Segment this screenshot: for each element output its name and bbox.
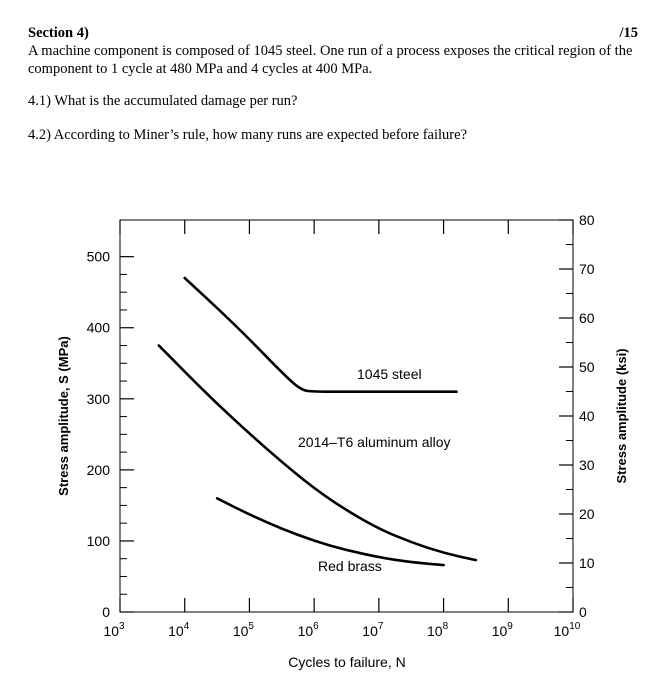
x-axis-ticks (103, 220, 580, 639)
y2-axis-ticks (559, 212, 595, 620)
y2-axis-label: Stress amplitude (ksi) (614, 348, 629, 484)
y-tick-label: 400 (86, 319, 110, 336)
y2-tick-label: 20 (579, 506, 595, 522)
x-tick-label: $10^9$ (491, 621, 513, 639)
problem-statement: A machine component is composed of 1045 steel. One run of a process exposes the critical region of the component to 1 cycle at 480 MPa and 4 cycles at 400 MPa. (28, 43, 633, 77)
y-tick-label: 500 (86, 248, 110, 265)
y2-tick-label: 0 (579, 604, 587, 620)
question-4-2: 4.2) According to Miner’s rule, how many runs are expected before failure? (28, 127, 468, 143)
y2-tick-label: 60 (579, 310, 595, 326)
section-header (28, 24, 638, 42)
series-group (159, 278, 476, 565)
x-tick-label: $10^3$ (103, 621, 125, 639)
question-4-1: 4.1) What is the accumulated damage per run? (28, 93, 298, 109)
section-score: /15 (619, 25, 638, 41)
x-tick-label: $10^{10}$ (553, 621, 581, 639)
series-label-red-brass: Red brass (318, 558, 382, 574)
sn-curve-chart (0, 180, 669, 680)
y2-tick-label: 50 (579, 359, 595, 375)
y2-tick-label: 10 (579, 555, 595, 571)
x-tick-label: $10^4$ (168, 621, 190, 639)
problem-text (28, 24, 638, 144)
section-title: Section 4) (28, 25, 89, 41)
y-axis-label: Stress amplitude, S (MPa) (56, 336, 71, 496)
y-axis-ticks (87, 249, 134, 620)
y2-tick-label: 80 (579, 212, 595, 228)
y-tick-label: 300 (86, 390, 110, 407)
series-label-aluminum: 2014–T6 aluminum alloy (298, 434, 451, 450)
y-tick-label: 200 (86, 461, 110, 478)
x-tick-label: $10^8$ (427, 621, 449, 639)
x-axis-label: Cycles to failure, N (288, 654, 406, 670)
series-label-1045-steel: 1045 steel (357, 366, 422, 382)
x-tick-label: $10^7$ (362, 621, 384, 639)
x-tick-label: $10^6$ (297, 621, 319, 639)
y2-tick-label: 40 (579, 408, 595, 424)
series-line-aluminum (159, 346, 476, 561)
chart-frame (120, 220, 573, 612)
y2-tick-label: 70 (579, 261, 595, 277)
y-tick-label: 0 (102, 604, 110, 620)
y2-tick-label: 30 (579, 457, 595, 473)
y-tick-label: 100 (86, 532, 110, 549)
series-line-red-brass (217, 498, 444, 565)
x-tick-label: $10^5$ (232, 621, 254, 639)
